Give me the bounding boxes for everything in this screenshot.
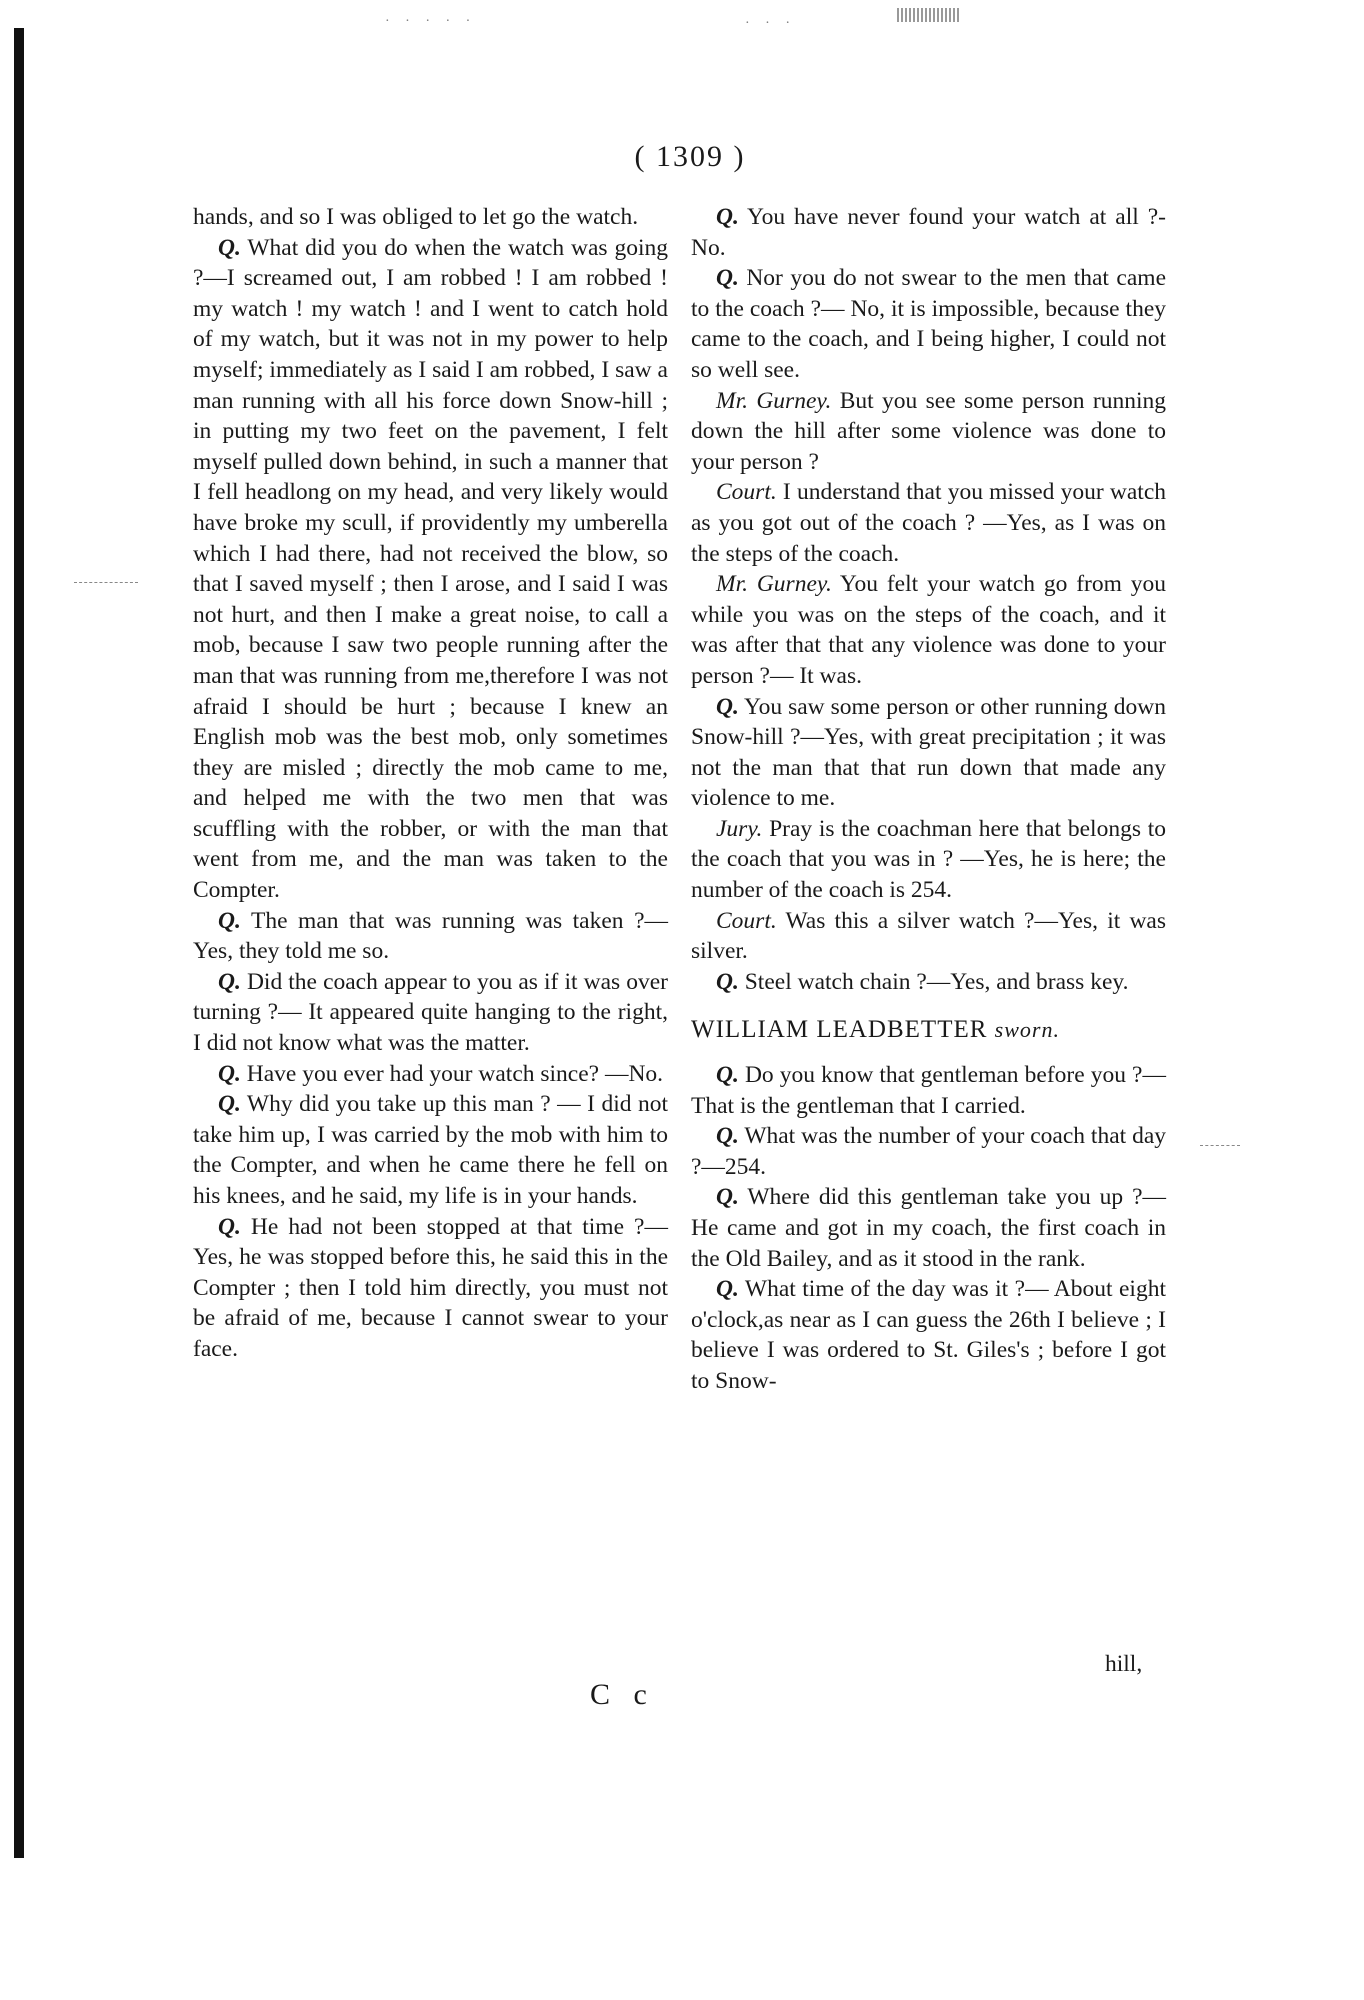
question-mark-label: Q.: [218, 234, 241, 261]
speaker-label: Mr. Gurney.: [716, 387, 832, 414]
question-mark-label: Q.: [716, 968, 739, 995]
testimony-paragraph: [691, 386, 1166, 478]
question-mark-label: Q.: [218, 907, 241, 934]
paragraph-text: Have you ever had your watch since? —No.: [240, 1060, 664, 1087]
paragraph-text: You felt your watch go from you while you was on the steps of the coach, and it was after that that any violence was done to your person ?— It was.: [691, 571, 1167, 689]
testimony-paragraph: [691, 1274, 1166, 1396]
paragraph-text: I understand that you missed your watch as you got out of the coach ? —Yes, as I was on the steps of the coach.: [691, 479, 1166, 567]
page-binding-edge: [14, 28, 24, 1858]
question-mark-label: Q.: [716, 265, 739, 292]
paragraph-text: Pray is the coachman here that belongs to the coach that you was in ? —Yes, he is here; the number of the coach is 254.: [691, 815, 1166, 904]
question-mark-label: Q.: [716, 204, 739, 230]
signature-mark: C c: [590, 1678, 655, 1711]
witness-heading: [691, 1015, 1166, 1046]
scan-speckle: · · ·: [745, 16, 796, 31]
testimony-paragraph: [691, 967, 1166, 998]
question-mark-label: Q.: [716, 1276, 739, 1303]
testimony-paragraph: [193, 1059, 668, 1090]
right-column-testimony-2: [691, 1060, 1166, 1397]
testimony-paragraph: [691, 814, 1166, 906]
question-mark-label: Q.: [218, 1091, 241, 1118]
speaker-label: Court.: [716, 479, 777, 506]
page-number: ( 1309 ): [634, 140, 746, 173]
paragraph-text: Nor you do not swear to the men that came to the coach ?— No, it is impossible, because they came to the coach, and I being higher, I could not so well see.: [691, 265, 1166, 383]
paragraph-text: He had not been stopped at that time ?—Yes, he was stopped before this, he said this in the Compter ; then I told him directly, you must not be afraid of me, because I cannot swear to your face.: [193, 1213, 668, 1362]
testimony-paragraph: [193, 233, 668, 906]
paragraph-text: Why did you take up this man ? — I did not take him up, I was carried by the mob with him to the Compter, and when he came there he fell on his knees, and he said, my life is in your hands.: [193, 1091, 668, 1209]
testimony-paragraph: [691, 692, 1166, 814]
left-column: [193, 202, 668, 1365]
testimony-paragraph: [691, 1121, 1166, 1182]
paragraph-text: The man that was running was taken ?—Yes, they told me so.: [193, 907, 668, 965]
paragraph-text: hands, and so I was obliged to let go the watch.: [193, 204, 639, 230]
testimony-paragraph: [691, 263, 1166, 385]
testimony-paragraph: [691, 202, 1166, 263]
scan-speckle: · · · · ·: [385, 14, 477, 29]
speaker-label: Court.: [716, 907, 777, 934]
question-mark-label: Q.: [716, 1184, 739, 1211]
question-mark-label: Q.: [716, 1062, 739, 1089]
edge-rule: [74, 582, 138, 583]
question-mark-label: Q.: [218, 968, 241, 995]
right-column: [691, 202, 1166, 1397]
testimony-paragraph: [193, 967, 668, 1059]
speaker-label: Jury.: [716, 815, 763, 842]
paragraph-text: What time of the day was it ?— About eight o'clock,as near as I can guess the 26th I believe ; I believe I was ordered to St. Giles's ; before I got to Snow-: [691, 1276, 1166, 1394]
question-mark-label: Q.: [716, 693, 739, 720]
paragraph-text: Do you know that gentleman before you ?—That is the gentleman that I carried.: [691, 1062, 1166, 1119]
question-mark-label: Q.: [716, 1123, 739, 1150]
testimony-paragraph: [691, 1182, 1166, 1274]
paragraph-text: Steel watch chain ?—Yes, and brass key.: [738, 968, 1129, 995]
library-stamp: [897, 8, 959, 22]
right-column-testimony: [691, 202, 1166, 997]
paragraph-text: Did the coach appear to you as if it was over turning ?— It appeared quite hanging to the right, I did not know what was the matter.: [193, 968, 668, 1057]
testimony-paragraph: [691, 1060, 1166, 1121]
testimony-paragraph: [691, 906, 1166, 967]
testimony-paragraph: [691, 477, 1166, 569]
question-mark-label: Q.: [218, 1060, 241, 1087]
testimony-paragraph: [691, 569, 1166, 691]
testimony-paragraph: [193, 1212, 668, 1365]
testimony-paragraph: [193, 906, 668, 967]
speaker-label: Mr. Gurney.: [716, 571, 832, 598]
paragraph-text: Was this a silver watch ?—Yes, it was silver.: [691, 907, 1166, 965]
edge-rule: [1200, 1145, 1240, 1146]
testimony-paragraph: [193, 202, 668, 233]
catchword: hill,: [1105, 1651, 1143, 1677]
paragraph-text: You saw some person or other running down Snow-hill ?—Yes, with great precipitation ; it was not the man that that run down that made any violence to me.: [691, 693, 1166, 812]
paragraph-text: But you see some person running down the hill after some violence was done to your person ?: [691, 387, 1166, 475]
paragraph-text: You have never found your watch at all ?- No.: [691, 204, 1166, 261]
witness-name: WILLIAM LEADBETTER: [691, 1016, 988, 1044]
paragraph-text: What did you do when the watch was going ?—I screamed out, I am robbed ! I am robbed ! my watch ! my watch ! and I went to catch hold of my watch, but it was not in my power to help myself; immediately as I said I am robbed, I saw a man running with all his force down Snow-hill ; in putting my two feet on the pavement, I felt myself pulled down behind, in such a manner that I fell headlong on my head, and very likely would have broke my scull, if providently my umberella which I had there, had not received the blow, so that I saved myself ; then I arose, and I said I was not hurt, and then I make a great noise, to call a mob, because I saw two people running after the man that was running from me,therefore I was not afraid I should be hurt ; because I knew an English mob was the best mob, only sometimes they are misled ; directly the mob came to me, and helped me with the two men that was scuffling with the robber, or with the man that went from me, and the man was taken to the Compter.: [193, 234, 668, 904]
paragraph-text: Where did this gentleman take you up ?—He came and got in my coach, the first coach in the Old Bailey, and as it stood in the rank.: [691, 1184, 1166, 1272]
testimony-paragraph: [193, 1089, 668, 1211]
paragraph-text: What was the number of your coach that day ?—254.: [691, 1123, 1166, 1180]
witness-sworn: sworn.: [994, 1017, 1060, 1043]
question-mark-label: Q.: [218, 1213, 241, 1240]
